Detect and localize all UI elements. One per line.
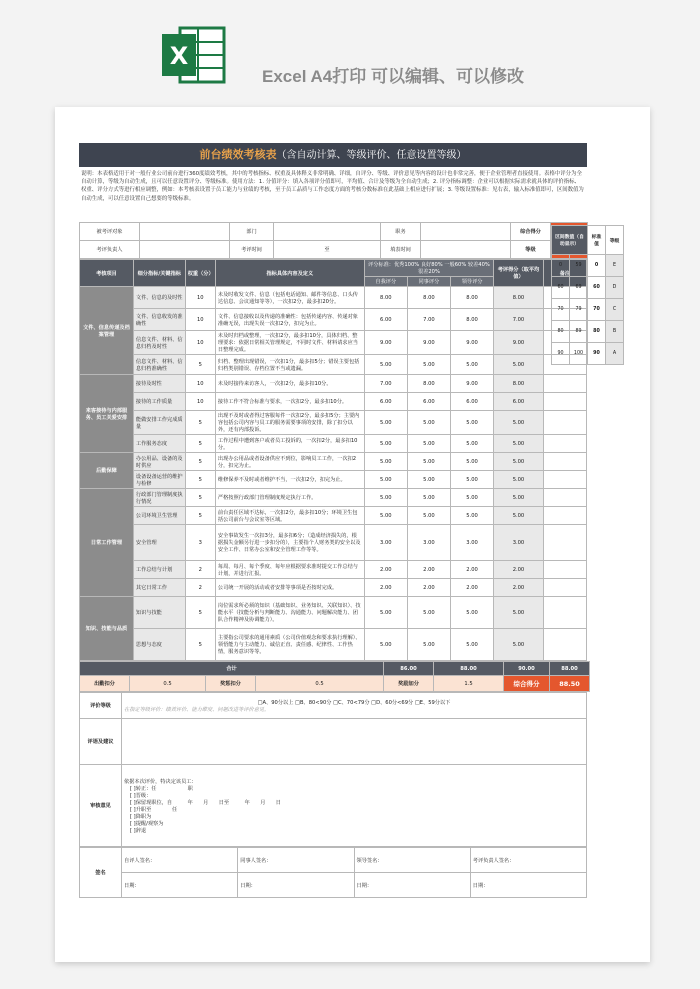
peer-score-cell[interactable]: 8.00 [407, 287, 450, 309]
superior-score-cell[interactable]: 8.00 [451, 309, 494, 331]
indicator-cell: 设备设备运营的维护与检修 [133, 471, 185, 489]
grade-standard-table [551, 225, 624, 365]
peer-score-cell[interactable]: 5.00 [407, 597, 450, 629]
remark-cell[interactable] [543, 435, 586, 453]
definition-cell: 未及时接待来访客人，一次扣2分，最多扣10分。 [215, 375, 364, 393]
table-row [80, 489, 587, 507]
superior-score-cell[interactable]: 5.00 [451, 355, 494, 375]
final-score-label: 综合得分 [504, 676, 550, 692]
definition-cell: 接待工作不符合标准与要求，一次扣2分，最多扣10分。 [215, 393, 364, 411]
definition-cell: 未及时收发文件、信息（包括电话通知、邮件等信息、口头传达信息、会议通知等等），一次扣2分，最多扣20分。 [215, 287, 364, 309]
banner [0, 0, 700, 100]
definition-cell: 归档、整理出现错误，一次扣1分，最多扣5分；错误主要包括归档类别错误、存档位置不当或遗漏。 [215, 355, 364, 375]
weight-cell: 5 [185, 597, 215, 629]
peer-score-cell[interactable]: 5.00 [407, 471, 450, 489]
weight-cell: 2 [185, 561, 215, 579]
indicator-cell: 其它日常工作 [133, 579, 185, 597]
self-score-cell[interactable]: 9.00 [364, 331, 407, 355]
definition-cell: 文件、信息接收以及传递的准确性：包括传递内容、传递对象准确无误，出现失误一次扣2分，扣完为止。 [215, 309, 364, 331]
assessee-field[interactable] [140, 223, 230, 241]
weight-cell: 10 [185, 375, 215, 393]
attend-value[interactable]: 0.5 [130, 676, 206, 692]
peer-score-cell[interactable]: 5.00 [407, 435, 450, 453]
definition-cell: 严格按照行政部门管理制度规定执行工作。 [215, 489, 364, 507]
definition-cell: 主要指公司要求的通用素质（公司价值观念和要求执行理解）、领悟能力与主动能力、诚信正直、责任感、纪律性、工作热情，服务意识等等。 [215, 629, 364, 661]
indicator-cell: 公司环境卫生管理 [133, 507, 185, 525]
avg-score-cell: 6.00 [494, 393, 544, 411]
weight-cell: 10 [185, 331, 215, 355]
review-intro: 依据本次评价，特决定该员工： [124, 778, 197, 785]
grade-range-min: 90 [552, 343, 570, 365]
total-row-superior: 90.00 [504, 662, 550, 676]
table-row [80, 309, 587, 331]
attend-label: 出勤扣分 [80, 676, 130, 692]
leader-sign[interactable]: 领导签名： [354, 848, 470, 873]
grade-eval-cell[interactable] [122, 693, 587, 719]
weight-cell: 5 [185, 355, 215, 375]
form-title-sub: （含自动计算、等级评价、任意设置等级） [276, 150, 467, 161]
header-self: 自我评分 [364, 277, 407, 287]
grade-range-max: 100 [570, 343, 588, 365]
avg-score-cell: 5.00 [494, 507, 544, 525]
grade-eval-note: 在指定等级评价：绩效评价、能力维度、问题改进等评价意见。 [124, 706, 270, 713]
bonus-label: 奖励加分 [384, 676, 434, 692]
superior-score-cell[interactable]: 5.00 [451, 629, 494, 661]
peer-score-cell[interactable]: 3.00 [407, 525, 450, 561]
period-label: 考评时间 [230, 241, 274, 259]
header-indicator: 细分指标/关键指标 [133, 260, 185, 287]
self-score-cell[interactable]: 2.00 [364, 561, 407, 579]
category-cell: 来客接待与内部服务、员工关爱安排 [80, 375, 134, 453]
weight-cell: 5 [185, 471, 215, 489]
grade-eval-label: 评价等级 [80, 693, 122, 719]
indicator-cell: 接待及时性 [133, 375, 185, 393]
peer-score-cell[interactable]: 8.00 [407, 375, 450, 393]
table-row [80, 525, 587, 561]
remark-cell[interactable] [543, 579, 586, 597]
peer-score-cell[interactable]: 7.00 [407, 309, 450, 331]
weight-cell: 10 [185, 393, 215, 411]
header-definition: 指标具体内容及定义 [215, 260, 364, 287]
total-row-peer: 88.00 [434, 662, 504, 676]
dept-label: 部门 [230, 223, 274, 241]
remark-cell[interactable] [543, 597, 586, 629]
indicator-cell: 信息文件、材料、信息归档准确性 [133, 355, 185, 375]
self-score-cell[interactable]: 5.00 [364, 471, 407, 489]
definition-cell: 维修保养不及时或者维护不当，一次扣2分，扣完为止。 [215, 471, 364, 489]
indicator-cell: 工作服务态度 [133, 435, 185, 453]
grade-eval-options[interactable]: □A、90分以上 □B、80<90分 □C、70<79分 □D、60分<69分 □E、59分以下 [257, 699, 451, 706]
grade-standard-value[interactable]: 0 [588, 255, 606, 277]
avg-score-cell: 7.00 [494, 309, 544, 331]
self-score-cell[interactable]: 5.00 [364, 507, 407, 525]
avg-score-cell: 2.00 [494, 561, 544, 579]
superior-score-cell[interactable]: 5.00 [451, 453, 494, 471]
self-score-cell[interactable]: 7.00 [364, 375, 407, 393]
peer-sign[interactable]: 同事人签名： [238, 848, 354, 873]
assessee-label: 被考评对象 [80, 223, 140, 241]
avg-score-cell: 3.00 [494, 525, 544, 561]
category-cell: 知识、技能与品质 [80, 597, 134, 661]
grade-range-min: 0 [552, 255, 570, 277]
superior-score-cell[interactable]: 5.00 [451, 597, 494, 629]
info-table [79, 222, 588, 259]
grade-header-standard: 标准值 [588, 226, 606, 255]
remark-cell[interactable] [543, 561, 586, 579]
table-row [80, 629, 587, 661]
table-row [80, 355, 587, 375]
remark-cell[interactable] [543, 453, 586, 471]
peer-score-cell[interactable]: 5.00 [407, 489, 450, 507]
weight-cell: 2 [185, 579, 215, 597]
review-option[interactable]: [ ]升职至 任 [130, 806, 178, 813]
grade-row [552, 321, 624, 343]
avg-score-cell: 9.00 [494, 331, 544, 355]
table-row [80, 579, 587, 597]
table-row [80, 435, 587, 453]
self-score-cell[interactable]: 5.00 [364, 597, 407, 629]
form-description: 说明：本表格适用于对一般行业公司前台进行360度绩效考核，其中的考核指标、权重及具体释义非常明确、详细，自评分、等级、评价意见等内容的设计也非常完善，便于企业管理者直接使用。表格中评分为全自动计算，等级为自动生成，且可以任意设置评分、等级标准。使用方法：1. 分值评分：填入各项评分值即可，平均值、合计及等级为全自动生成；2. 评分指标调整：企业可以根据实际需求就具体的评价指标、权重、评分方式等进行相应调整，例如：本考核表设置于员工能力与业绩的考核，至于员工品质与工作态度方面的考核分数标准在此基础上相应进行扩展；3. 等级设置标准：见右表，输入标准值即可，区间数值为自动生成，可以任意设置自己想要的等级标准。 [81, 171, 584, 202]
definition-cell: 出现不及时或者得过客服每件一次扣2分，最多扣5分；主要内容包括公司内容与员工的服务需要事项的安排，除了扣分以外，还有内部投诉。 [215, 411, 364, 435]
grade-header-range: 区间数值（自动显示） [552, 226, 588, 255]
total-row-avg: 88.00 [550, 662, 590, 676]
definition-cell: 公司统一开展的活动或者安排等事项是否按时完成。 [215, 579, 364, 597]
avg-score-cell: 8.00 [494, 287, 544, 309]
remark-cell[interactable] [543, 393, 586, 411]
assessment-form [79, 143, 587, 898]
grade-standard-value[interactable]: 80 [588, 321, 606, 343]
superior-score-cell[interactable]: 8.00 [451, 287, 494, 309]
grade-standard-value[interactable]: 60 [588, 277, 606, 299]
peer-score-cell[interactable]: 5.00 [407, 507, 450, 525]
form-title-main: 前台绩效考核表 [199, 148, 277, 161]
signature-label: 签名 [80, 848, 122, 898]
period-to[interactable]: 至 [274, 241, 381, 259]
assessor-field[interactable] [140, 241, 230, 259]
self-score-cell[interactable]: 2.00 [364, 579, 407, 597]
superior-score-cell[interactable]: 6.00 [451, 393, 494, 411]
self-score-cell[interactable]: 5.00 [364, 453, 407, 471]
total-row-label: 合计 [80, 662, 384, 676]
peer-score-cell[interactable]: 6.00 [407, 393, 450, 411]
review-option[interactable]: [ ]提醒/观察为 [130, 820, 179, 827]
indicator-cell: 工作总结与计划 [133, 561, 185, 579]
assessor-sign[interactable]: 考评负责人签名： [470, 848, 586, 873]
grade-label: 等级 [511, 241, 551, 259]
assessor-label: 考评负责人 [80, 241, 140, 259]
dept-field[interactable] [274, 223, 381, 241]
superior-score-cell[interactable]: 5.00 [451, 489, 494, 507]
grade-standard-value[interactable]: 70 [588, 299, 606, 321]
discipline-value[interactable]: 0.5 [256, 676, 384, 692]
position-field[interactable] [421, 223, 511, 241]
superior-score-cell[interactable]: 3.00 [451, 525, 494, 561]
table-row [80, 597, 587, 629]
score-table [79, 259, 587, 661]
self-score-cell[interactable]: 5.00 [364, 355, 407, 375]
grade-range-max: 69 [570, 277, 588, 299]
superior-score-cell[interactable]: 5.00 [451, 411, 494, 435]
table-row [80, 287, 587, 309]
grade-row [552, 343, 624, 365]
grade-range-min: 60 [552, 277, 570, 299]
review-label: 审核意见 [80, 765, 122, 847]
header-weight: 权重（分） [185, 260, 215, 287]
table-row [80, 453, 587, 471]
definition-cell: 每周、每月、每个季度、每年应根据要求准时提交工作总结与计划，并进行汇报。 [215, 561, 364, 579]
weight-cell: 5 [185, 453, 215, 471]
peer-date[interactable]: 日期： [238, 873, 354, 898]
header-project: 考核项目 [80, 260, 134, 287]
indicator-cell: 接待的工作质量 [133, 393, 185, 411]
review-option[interactable]: [ ]转正：任 职 [130, 785, 193, 792]
fill-time-label: 填表时间 [381, 241, 421, 259]
superior-score-cell[interactable]: 9.00 [451, 331, 494, 355]
avg-score-cell: 8.00 [494, 375, 544, 393]
review-option[interactable]: [ ]保留现职位，自 年 月 日至 年 月 日 [130, 799, 281, 806]
self-date[interactable]: 日期： [122, 873, 238, 898]
extra-table [79, 661, 590, 692]
superior-score-cell[interactable]: 9.00 [451, 375, 494, 393]
weight-cell: 10 [185, 287, 215, 309]
peer-score-cell[interactable]: 5.00 [407, 453, 450, 471]
indicator-cell: 文件、信息的及时性 [133, 287, 185, 309]
category-cell: 文件、信息传递及档案管理 [80, 287, 134, 375]
table-row [80, 375, 587, 393]
table-row [80, 471, 587, 489]
avg-score-cell: 5.00 [494, 411, 544, 435]
indicator-cell: 知识与技能 [133, 597, 185, 629]
grade-level: C [606, 299, 624, 321]
remark-cell[interactable] [543, 411, 586, 435]
header-superior: 领导评分 [451, 277, 494, 287]
definition-cell: 安全事故发生一次扣3分，最多扣6分；（造成经济损失的，根据损失金额另行进一步扣分的），主要指个人财务类的安全以及安全工作、日常办公室和安全管理工作等等。 [215, 525, 364, 561]
weight-cell: 5 [185, 489, 215, 507]
avg-score-cell: 5.00 [494, 489, 544, 507]
avg-score-cell: 2.00 [494, 579, 544, 597]
grade-range-min: 80 [552, 321, 570, 343]
indicator-cell: 信息文件、材料、信息归档及时性 [133, 331, 185, 355]
remark-cell[interactable] [543, 471, 586, 489]
header-peer: 同事评分 [407, 277, 450, 287]
definition-cell: 未及时归档或整理，一次扣2分，最多扣10分，具体归档、整理要求：依据日常相关管理规定，不同时文件、材料请求应当日整理完成。 [215, 331, 364, 355]
grade-range-max: 59 [570, 255, 588, 277]
signature-table [79, 847, 587, 898]
superior-score-cell[interactable]: 5.00 [451, 435, 494, 453]
indicator-cell: 行政部门管理制度执行情况 [133, 489, 185, 507]
definition-cell: 前台责任区域不达标，一次扣2分，最多扣10分；环境卫生包括公司前台与会议室等区域。 [215, 507, 364, 525]
excel-logo-icon [160, 22, 228, 88]
review-option[interactable]: [ ]降职为 [130, 813, 183, 820]
table-row [80, 393, 587, 411]
grade-level: D [606, 277, 624, 299]
remark-cell[interactable] [543, 525, 586, 561]
weight-cell: 5 [185, 435, 215, 453]
grade-row [552, 299, 624, 321]
total-row-self: 86.00 [384, 662, 434, 676]
final-score-value: 88.50 [550, 676, 590, 692]
fill-time-field[interactable] [421, 241, 511, 259]
category-cell: 后勤保障 [80, 453, 134, 489]
indicator-cell: 能做安排工作完成质量 [133, 411, 185, 435]
self-score-cell[interactable]: 5.00 [364, 629, 407, 661]
leader-date[interactable]: 日期： [354, 873, 470, 898]
form-title [79, 143, 587, 167]
remark-cell[interactable] [543, 375, 586, 393]
self-score-cell[interactable]: 3.00 [364, 525, 407, 561]
total-score-label: 综合得分 [511, 223, 551, 241]
avg-score-cell: 5.00 [494, 453, 544, 471]
superior-score-cell[interactable]: 2.00 [451, 579, 494, 597]
bonus-value[interactable]: 1.5 [434, 676, 504, 692]
grade-level: B [606, 321, 624, 343]
peer-score-cell[interactable]: 5.00 [407, 355, 450, 375]
self-score-cell[interactable]: 8.00 [364, 287, 407, 309]
review-option[interactable]: [ ]辞退 [130, 827, 147, 834]
indicator-cell: 办公用品、设备的及时供应 [133, 453, 185, 471]
remark-cell[interactable] [543, 489, 586, 507]
self-score-cell[interactable]: 5.00 [364, 411, 407, 435]
weight-cell: 5 [185, 411, 215, 435]
grade-level: E [606, 255, 624, 277]
definition-cell: 出现办公用品或者设备供应不到位，影响员工工作，一次扣2分，扣完为止。 [215, 453, 364, 471]
indicator-cell: 文件、信息收发的准确性 [133, 309, 185, 331]
avg-score-cell: 5.00 [494, 435, 544, 453]
indicator-cell: 安全管理 [133, 525, 185, 561]
grade-header-level: 等级 [606, 226, 624, 255]
svg-text:X: X [169, 42, 189, 70]
superior-score-cell[interactable]: 2.00 [451, 561, 494, 579]
superior-score-cell[interactable]: 5.00 [451, 507, 494, 525]
definition-cell: 工作过程中遭到客户或者员工投诉的，一次扣2分，最多扣10分。 [215, 435, 364, 453]
peer-score-cell[interactable]: 2.00 [407, 561, 450, 579]
review-option[interactable]: [ ]晋级： [130, 792, 185, 799]
grade-level: A [606, 343, 624, 365]
peer-score-cell[interactable]: 9.00 [407, 331, 450, 355]
grade-range-max: 89 [570, 321, 588, 343]
table-row [80, 331, 587, 355]
peer-score-cell[interactable]: 2.00 [407, 579, 450, 597]
peer-score-cell[interactable]: 5.00 [407, 629, 450, 661]
self-score-cell[interactable]: 6.00 [364, 309, 407, 331]
grade-range-min: 70 [552, 299, 570, 321]
avg-score-cell: 5.00 [494, 471, 544, 489]
banner-title: Excel A4打印 可以编辑、可以修改 [262, 67, 524, 86]
self-sign[interactable]: 自评人签名： [122, 848, 238, 873]
table-row [80, 507, 587, 525]
avg-score-cell: 5.00 [494, 355, 544, 375]
self-score-cell[interactable]: 5.00 [364, 435, 407, 453]
assessor-date[interactable]: 日期： [470, 873, 586, 898]
weight-cell: 5 [185, 629, 215, 661]
review-cell[interactable] [122, 765, 587, 847]
header-remark: 备注 [543, 260, 586, 287]
weight-cell: 5 [185, 507, 215, 525]
table-row [80, 561, 587, 579]
grade-row [552, 277, 624, 299]
grade-standard-value[interactable]: 90 [588, 343, 606, 365]
document-sheet [55, 107, 650, 962]
grade-range-max: 79 [570, 299, 588, 321]
header-avg: 考评得分（取平均值） [494, 260, 544, 287]
superior-score-cell[interactable]: 5.00 [451, 471, 494, 489]
table-row [80, 411, 587, 435]
weight-cell: 3 [185, 525, 215, 561]
definition-cell: 岗位需求所必须的知识（基础知识、业务知识、关联知识）、技能水平（技能分析与判断能力、沟通能力、问题解决能力、团队合作精神及协调能力）。 [215, 597, 364, 629]
header-scoring-note: 评分标准：优秀100% 良好80% 一般60% 较差40% 很差20% [364, 260, 493, 277]
remark-cell[interactable] [543, 629, 586, 661]
peer-score-cell[interactable]: 5.00 [407, 411, 450, 435]
indicator-cell: 思想与态度 [133, 629, 185, 661]
self-score-cell[interactable]: 5.00 [364, 489, 407, 507]
self-score-cell[interactable]: 6.00 [364, 393, 407, 411]
avg-score-cell: 5.00 [494, 597, 544, 629]
position-label: 职务 [381, 223, 421, 241]
comment-label: 评语及建议 [80, 719, 122, 765]
weight-cell: 10 [185, 309, 215, 331]
avg-score-cell: 5.00 [494, 629, 544, 661]
remark-cell[interactable] [543, 507, 586, 525]
discipline-label: 奖惩扣分 [206, 676, 256, 692]
evaluation-table [79, 692, 587, 847]
comment-field[interactable] [122, 719, 587, 765]
category-cell: 日常工作管理 [80, 489, 134, 597]
grade-row [552, 255, 624, 277]
